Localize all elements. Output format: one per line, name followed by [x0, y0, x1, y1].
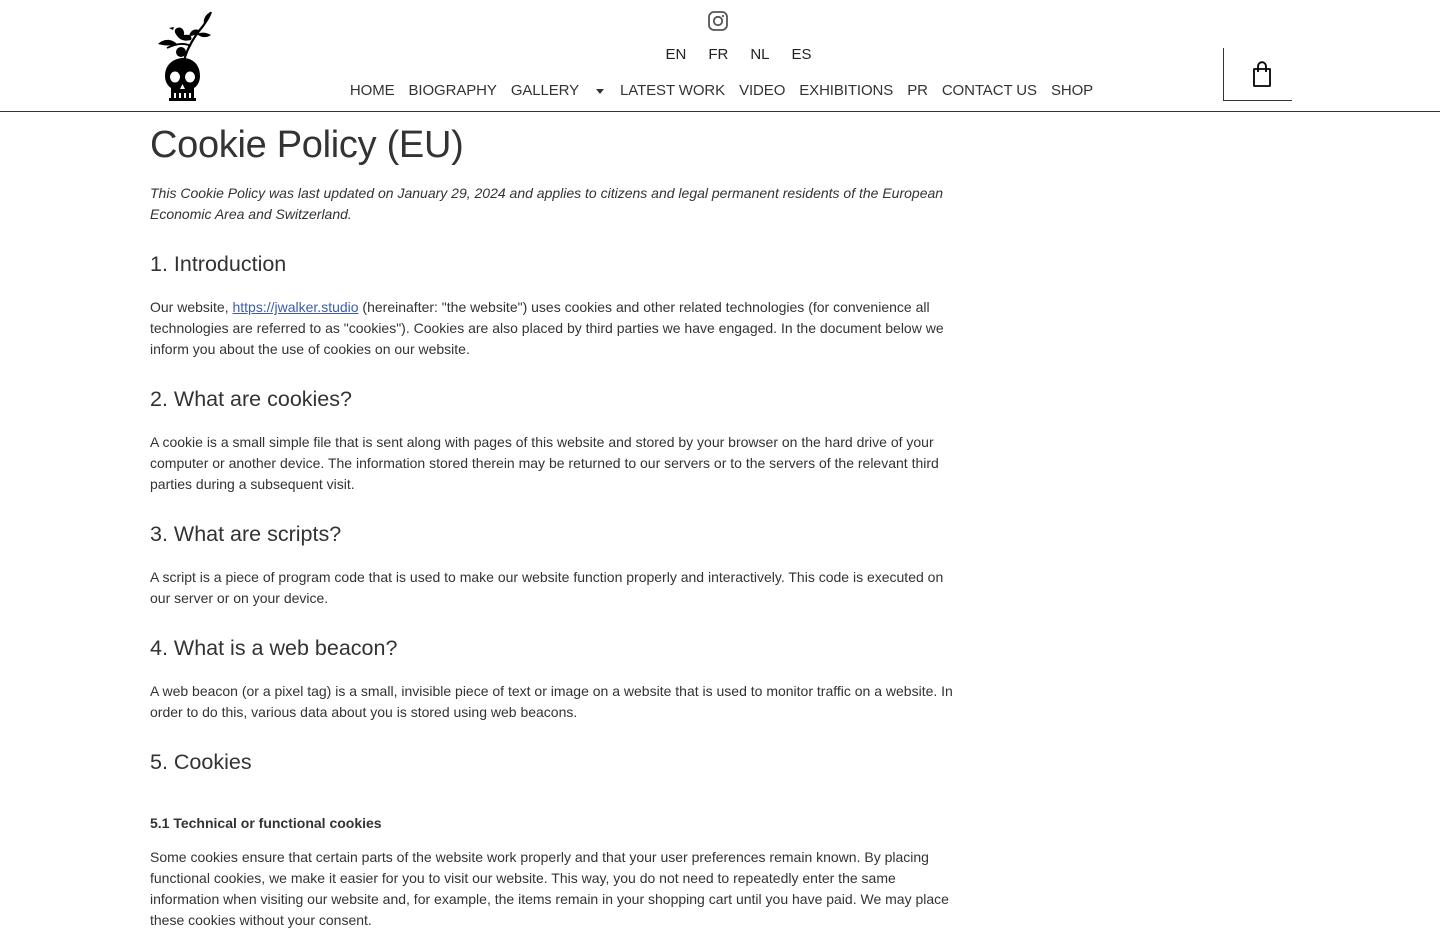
website-link[interactable]: https://jwalker.studio — [232, 299, 359, 315]
nav-home[interactable]: HOME — [349, 82, 395, 99]
nav-biography[interactable]: BIOGRAPHY — [408, 82, 497, 99]
lang-en[interactable]: EN — [665, 46, 687, 63]
site-header — [0, 0, 1440, 112]
section-heading-what-are-cookies: 2. What are cookies? — [150, 387, 352, 411]
instagram-link[interactable] — [707, 10, 729, 32]
section-heading-introduction: 1. Introduction — [150, 252, 287, 276]
policy-intro: This Cookie Policy was last updated on January 29, 2024 and applies to citizens and legal permanent residents of the European Economic Area and Switzerland. — [150, 185, 944, 222]
section-heading-what-are-scripts: 3. What are scripts? — [150, 522, 342, 546]
lang-fr[interactable]: FR — [708, 46, 729, 63]
section-heading-cookies: 5. Cookies — [150, 750, 252, 774]
subsection-text-functional-cookies: Some cookies ensure that certain parts of the website work properly and that your user preferences remain known. By placing functional cookies, we make it easier for you to visit our website. This way, you do not need to repeatedly enter the same information when visiting our website and, for example, the items remain in your shopping cart until you have paid. We may place these cookies without your consent. — [150, 849, 949, 928]
cookie-policy-content — [150, 122, 955, 931]
shopping-bag-icon — [1252, 61, 1272, 87]
section-text-introduction — [150, 297, 955, 360]
section-text-what-are-scripts: A script is a piece of program code that is used to make our website function properly and interactively. This code is executed on our server or on your device. — [150, 569, 944, 606]
subsection-heading-functional-cookies: 5.1 Technical or functional cookies — [150, 815, 382, 831]
nav-video[interactable]: VIDEO — [739, 82, 786, 99]
nav-gallery[interactable] — [504, 81, 613, 101]
cart-button[interactable] — [1223, 48, 1292, 101]
section-text-what-are-cookies: A cookie is a small simple file that is sent along with pages of this website and stored by your browser on the hard drive of your computer or another device. The information stored therein may be returned to our servers or to the servers of the relevant third parties during a subsequent visit. — [150, 434, 939, 492]
nav-latest-work[interactable]: LATEST WORK — [620, 82, 726, 99]
section-text-web-beacon: A web beacon (or a pixel tag) is a small, invisible piece of text or image on a website that is used to monitor traffic on a website. In order to do this, various data about you is stored using web beacons. — [150, 683, 953, 720]
intro-text-after-link: (hereinafter: "the website") uses cookies and other related technologies (for convenience all technologies are referred to as "cookies"). Cookies are also placed by third parties we have engaged. In the document below we inform you about the use of cookies on our website. — [150, 299, 944, 357]
nav-contact-us[interactable]: CONTACT US — [941, 82, 1037, 99]
nav-exhibitions[interactable]: EXHIBITIONS — [799, 82, 894, 99]
nav-gallery-label: GALLERY — [510, 82, 580, 99]
nav-pr[interactable]: PR — [907, 82, 928, 99]
page-title: Cookie Policy (EU) — [150, 124, 464, 166]
section-heading-web-beacon: 4. What is a web beacon? — [150, 636, 398, 660]
instagram-icon — [707, 10, 729, 32]
chevron-down-icon[interactable] — [596, 89, 604, 94]
lang-nl[interactable]: NL — [750, 46, 770, 63]
nav-shop[interactable]: SHOP — [1050, 82, 1094, 99]
lang-es[interactable]: ES — [791, 46, 812, 63]
intro-text-before-link: Our website, — [150, 299, 233, 315]
